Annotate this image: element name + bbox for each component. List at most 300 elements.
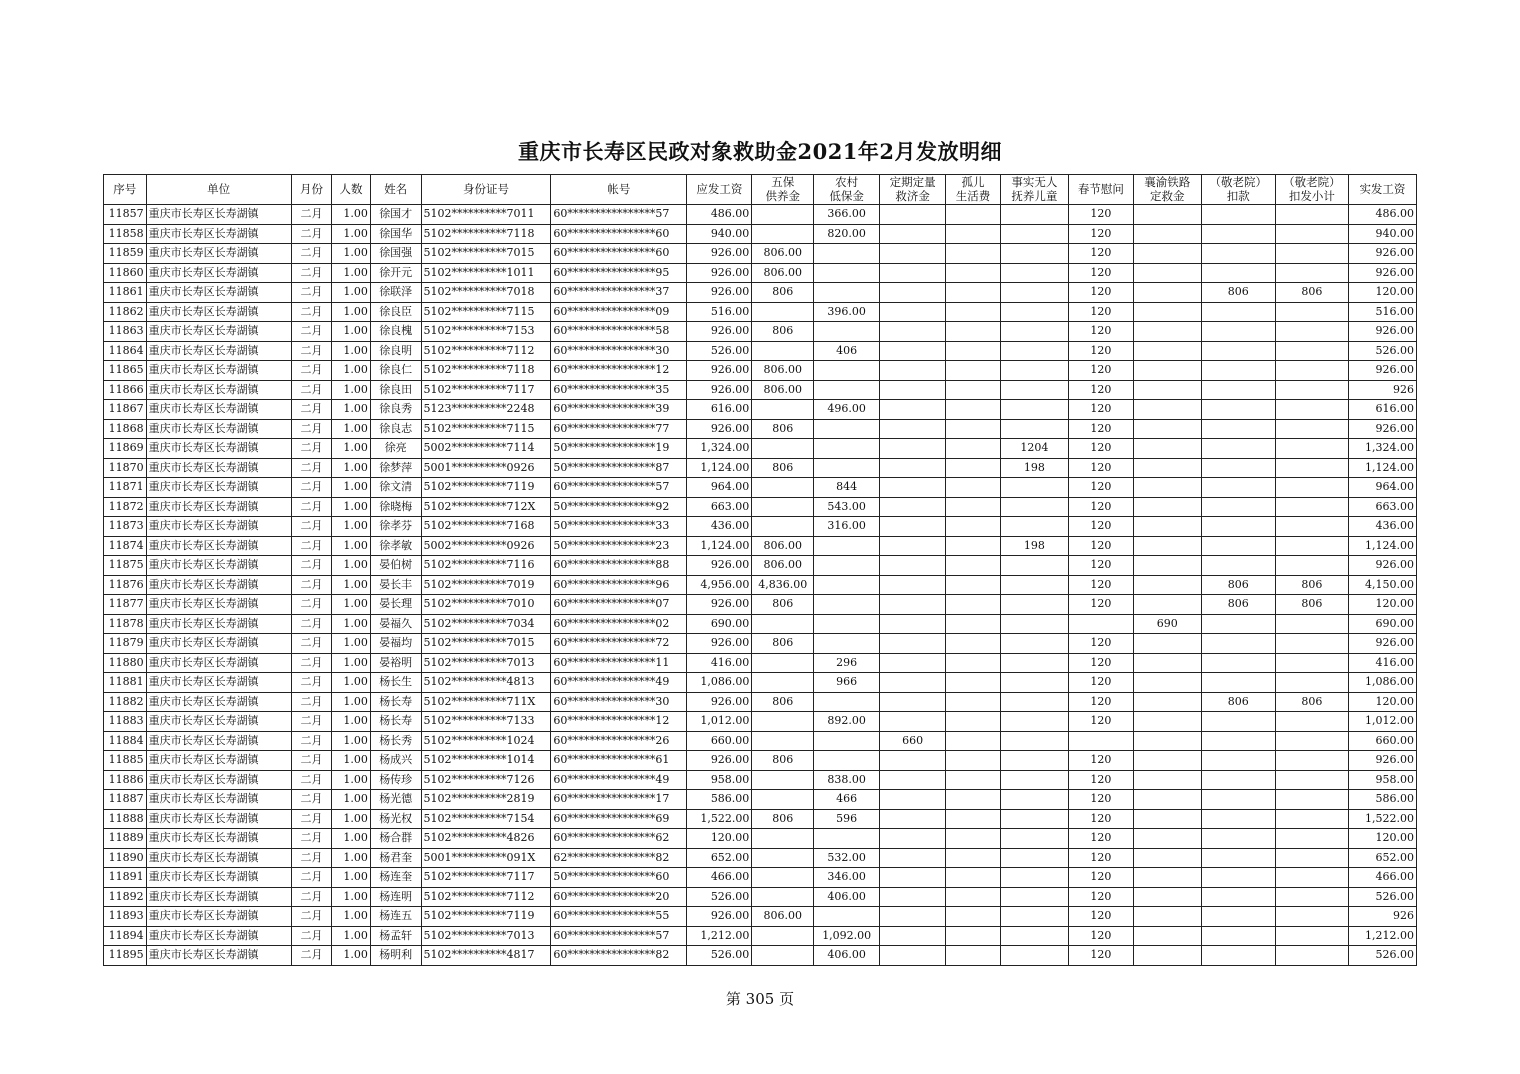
- cell-spring-festival: 120: [1068, 263, 1133, 283]
- table-row: [104, 848, 1417, 868]
- cell-railway-relief: [1133, 673, 1201, 693]
- table-row: [104, 751, 1417, 771]
- cell-nursing-subtotal: [1275, 770, 1348, 790]
- cell-gross-pay: 1,212.00: [687, 926, 752, 946]
- cell-nursing-subtotal: [1275, 829, 1348, 849]
- cell-seq: 11864: [104, 341, 147, 361]
- cell-spring-festival: [1068, 731, 1133, 751]
- cell-name: 徐良槐: [370, 322, 421, 342]
- cell-id-number: 5102**********2819: [421, 790, 551, 810]
- cell-unit: 重庆市长寿区长寿湖镇: [146, 439, 291, 459]
- cell-orphan-living: [946, 361, 1001, 381]
- cell-orphan-living: [946, 380, 1001, 400]
- cell-railway-relief: [1133, 478, 1201, 498]
- cell-railway-relief: [1133, 536, 1201, 556]
- table-row: [104, 517, 1417, 537]
- cell-account: 50****************33: [551, 517, 687, 537]
- table-row: [104, 556, 1417, 576]
- cell-seq: 11863: [104, 322, 147, 342]
- cell-orphan-living: [946, 731, 1001, 751]
- cell-gross-pay: 616.00: [687, 400, 752, 420]
- cell-railway-relief: [1133, 205, 1201, 225]
- cell-spring-festival: 120: [1068, 868, 1133, 888]
- cell-five-guarantee: 806: [752, 692, 814, 712]
- cell-seq: 11871: [104, 478, 147, 498]
- cell-rural-dibao: 892.00: [814, 712, 880, 732]
- cell-orphan-living: [946, 887, 1001, 907]
- cell-fixed-relief: [880, 439, 946, 459]
- cell-nursing-subtotal: [1275, 926, 1348, 946]
- cell-gross-pay: 663.00: [687, 497, 752, 517]
- cell-count: 1.00: [332, 926, 371, 946]
- cell-nursing-deduction: [1201, 809, 1275, 829]
- cell-spring-festival: 120: [1068, 458, 1133, 478]
- cell-id-number: 5102**********7019: [421, 575, 551, 595]
- table-row: [104, 868, 1417, 888]
- cell-unit: 重庆市长寿区长寿湖镇: [146, 790, 291, 810]
- cell-seq: 11884: [104, 731, 147, 751]
- cell-count: 1.00: [332, 907, 371, 927]
- cell-id-number: 5102**********7133: [421, 712, 551, 732]
- cell-fixed-relief: [880, 614, 946, 634]
- cell-count: 1.00: [332, 653, 371, 673]
- cell-five-guarantee: 4,836.00: [752, 575, 814, 595]
- cell-unit: 重庆市长寿区长寿湖镇: [146, 478, 291, 498]
- cell-unit: 重庆市长寿区长寿湖镇: [146, 731, 291, 751]
- cell-count: 1.00: [332, 692, 371, 712]
- cell-count: 1.00: [332, 536, 371, 556]
- cell-month: 二月: [291, 575, 332, 595]
- cell-id-number: 5102**********7112: [421, 887, 551, 907]
- cell-five-guarantee: [752, 712, 814, 732]
- cell-unsupported-child: [1000, 770, 1068, 790]
- cell-orphan-living: [946, 400, 1001, 420]
- cell-five-guarantee: 806: [752, 751, 814, 771]
- cell-railway-relief: [1133, 380, 1201, 400]
- table-row: [104, 322, 1417, 342]
- cell-name: 徐亮: [370, 439, 421, 459]
- cell-fixed-relief: [880, 536, 946, 556]
- cell-name: 徐良田: [370, 380, 421, 400]
- cell-rural-dibao: 1,092.00: [814, 926, 880, 946]
- cell-five-guarantee: [752, 946, 814, 966]
- cell-spring-festival: 120: [1068, 302, 1133, 322]
- cell-five-guarantee: [752, 517, 814, 537]
- cell-rural-dibao: [814, 829, 880, 849]
- cell-orphan-living: [946, 205, 1001, 225]
- cell-fixed-relief: [880, 595, 946, 615]
- cell-month: 二月: [291, 263, 332, 283]
- cell-five-guarantee: [752, 790, 814, 810]
- cell-nursing-subtotal: [1275, 887, 1348, 907]
- cell-nursing-subtotal: [1275, 400, 1348, 420]
- table-row: [104, 595, 1417, 615]
- cell-account: 50****************19: [551, 439, 687, 459]
- cell-nursing-subtotal: [1275, 751, 1348, 771]
- cell-count: 1.00: [332, 341, 371, 361]
- cell-seq: 11870: [104, 458, 147, 478]
- cell-month: 二月: [291, 419, 332, 439]
- cell-nursing-deduction: [1201, 361, 1275, 381]
- cell-net-pay: 516.00: [1348, 302, 1416, 322]
- cell-nursing-deduction: [1201, 887, 1275, 907]
- cell-unsupported-child: [1000, 887, 1068, 907]
- cell-count: 1.00: [332, 244, 371, 264]
- cell-name: 徐孝芬: [370, 517, 421, 537]
- cell-id-number: 5102**********4826: [421, 829, 551, 849]
- cell-five-guarantee: 806.00: [752, 556, 814, 576]
- header-seq: 序号: [104, 175, 147, 205]
- cell-nursing-subtotal: [1275, 478, 1348, 498]
- cell-name: 杨成兴: [370, 751, 421, 771]
- cell-unit: 重庆市长寿区长寿湖镇: [146, 868, 291, 888]
- cell-name: 徐良志: [370, 419, 421, 439]
- cell-net-pay: 926.00: [1348, 556, 1416, 576]
- cell-seq: 11861: [104, 283, 147, 303]
- cell-count: 1.00: [332, 770, 371, 790]
- cell-gross-pay: 516.00: [687, 302, 752, 322]
- cell-nursing-subtotal: [1275, 244, 1348, 264]
- cell-spring-festival: 120: [1068, 829, 1133, 849]
- cell-orphan-living: [946, 341, 1001, 361]
- cell-spring-festival: 120: [1068, 361, 1133, 381]
- cell-unsupported-child: [1000, 653, 1068, 673]
- cell-net-pay: 940.00: [1348, 224, 1416, 244]
- cell-rural-dibao: [814, 380, 880, 400]
- cell-railway-relief: [1133, 595, 1201, 615]
- cell-rural-dibao: [814, 907, 880, 927]
- cell-name: 徐孝敏: [370, 536, 421, 556]
- cell-railway-relief: [1133, 263, 1201, 283]
- cell-net-pay: 926.00: [1348, 751, 1416, 771]
- cell-unsupported-child: [1000, 478, 1068, 498]
- cell-month: 二月: [291, 770, 332, 790]
- cell-gross-pay: 1,086.00: [687, 673, 752, 693]
- cell-month: 二月: [291, 634, 332, 654]
- cell-nursing-subtotal: [1275, 731, 1348, 751]
- cell-unsupported-child: [1000, 380, 1068, 400]
- cell-gross-pay: 926.00: [687, 595, 752, 615]
- cell-id-number: 5102**********711X: [421, 692, 551, 712]
- cell-orphan-living: [946, 653, 1001, 673]
- cell-nursing-deduction: 806: [1201, 575, 1275, 595]
- cell-orphan-living: [946, 868, 1001, 888]
- cell-fixed-relief: [880, 946, 946, 966]
- cell-id-number: 5102**********7117: [421, 380, 551, 400]
- cell-account: 60****************02: [551, 614, 687, 634]
- cell-spring-festival: 120: [1068, 809, 1133, 829]
- cell-nursing-deduction: [1201, 673, 1275, 693]
- cell-nursing-subtotal: [1275, 848, 1348, 868]
- cell-orphan-living: [946, 673, 1001, 693]
- cell-five-guarantee: [752, 829, 814, 849]
- cell-count: 1.00: [332, 400, 371, 420]
- cell-rural-dibao: 406.00: [814, 946, 880, 966]
- cell-five-guarantee: [752, 205, 814, 225]
- cell-name: 杨长秀: [370, 731, 421, 751]
- cell-orphan-living: [946, 946, 1001, 966]
- cell-spring-festival: 120: [1068, 439, 1133, 459]
- cell-fixed-relief: [880, 653, 946, 673]
- cell-month: 二月: [291, 946, 332, 966]
- cell-unit: 重庆市长寿区长寿湖镇: [146, 809, 291, 829]
- cell-unit: 重庆市长寿区长寿湖镇: [146, 458, 291, 478]
- cell-rural-dibao: 466: [814, 790, 880, 810]
- cell-rural-dibao: 346.00: [814, 868, 880, 888]
- cell-name: 杨光权: [370, 809, 421, 829]
- cell-net-pay: 926.00: [1348, 419, 1416, 439]
- cell-gross-pay: 466.00: [687, 868, 752, 888]
- header-name: 姓名: [370, 175, 421, 205]
- cell-id-number: 5102**********1014: [421, 751, 551, 771]
- cell-gross-pay: 926.00: [687, 361, 752, 381]
- cell-seq: 11873: [104, 517, 147, 537]
- cell-seq: 11894: [104, 926, 147, 946]
- cell-unsupported-child: [1000, 283, 1068, 303]
- cell-nursing-subtotal: [1275, 458, 1348, 478]
- cell-name: 杨孟轩: [370, 926, 421, 946]
- cell-unsupported-child: [1000, 848, 1068, 868]
- cell-spring-festival: 120: [1068, 283, 1133, 303]
- cell-unit: 重庆市长寿区长寿湖镇: [146, 517, 291, 537]
- cell-unsupported-child: [1000, 419, 1068, 439]
- cell-spring-festival: 120: [1068, 595, 1133, 615]
- cell-orphan-living: [946, 224, 1001, 244]
- cell-nursing-subtotal: 806: [1275, 283, 1348, 303]
- cell-seq: 11885: [104, 751, 147, 771]
- cell-rural-dibao: [814, 556, 880, 576]
- cell-fixed-relief: [880, 517, 946, 537]
- cell-unsupported-child: [1000, 751, 1068, 771]
- cell-count: 1.00: [332, 224, 371, 244]
- cell-account: 60****************26: [551, 731, 687, 751]
- cell-gross-pay: 120.00: [687, 829, 752, 849]
- cell-orphan-living: [946, 770, 1001, 790]
- cell-nursing-subtotal: [1275, 224, 1348, 244]
- cell-unit: 重庆市长寿区长寿湖镇: [146, 848, 291, 868]
- cell-nursing-deduction: [1201, 946, 1275, 966]
- cell-name: 杨合群: [370, 829, 421, 849]
- cell-orphan-living: [946, 322, 1001, 342]
- cell-rural-dibao: [814, 439, 880, 459]
- table-row: [104, 497, 1417, 517]
- cell-fixed-relief: [880, 322, 946, 342]
- cell-seq: 11886: [104, 770, 147, 790]
- cell-month: 二月: [291, 926, 332, 946]
- cell-unsupported-child: [1000, 926, 1068, 946]
- cell-month: 二月: [291, 868, 332, 888]
- cell-seq: 11881: [104, 673, 147, 693]
- cell-orphan-living: [946, 907, 1001, 927]
- cell-id-number: 5001**********091X: [421, 848, 551, 868]
- cell-spring-festival: 120: [1068, 419, 1133, 439]
- cell-nursing-subtotal: [1275, 673, 1348, 693]
- cell-month: 二月: [291, 302, 332, 322]
- cell-fixed-relief: [880, 380, 946, 400]
- header-orphan-living: 孤儿 生活费: [946, 175, 1001, 205]
- cell-orphan-living: [946, 614, 1001, 634]
- cell-seq: 11878: [104, 614, 147, 634]
- cell-net-pay: 663.00: [1348, 497, 1416, 517]
- cell-orphan-living: [946, 497, 1001, 517]
- cell-name: 徐良秀: [370, 400, 421, 420]
- cell-id-number: 5102**********7118: [421, 361, 551, 381]
- cell-net-pay: 1,324.00: [1348, 439, 1416, 459]
- cell-five-guarantee: 806: [752, 458, 814, 478]
- cell-nursing-deduction: [1201, 341, 1275, 361]
- cell-nursing-deduction: [1201, 302, 1275, 322]
- cell-nursing-subtotal: [1275, 302, 1348, 322]
- cell-gross-pay: 958.00: [687, 770, 752, 790]
- cell-orphan-living: [946, 790, 1001, 810]
- cell-name: 杨光德: [370, 790, 421, 810]
- cell-unit: 重庆市长寿区长寿湖镇: [146, 244, 291, 264]
- cell-unsupported-child: [1000, 946, 1068, 966]
- cell-seq: 11877: [104, 595, 147, 615]
- cell-name: 杨长寿: [370, 692, 421, 712]
- table-row: [104, 790, 1417, 810]
- table-row: [104, 829, 1417, 849]
- cell-seq: 11865: [104, 361, 147, 381]
- cell-railway-relief: [1133, 829, 1201, 849]
- cell-rural-dibao: [814, 244, 880, 264]
- cell-orphan-living: [946, 517, 1001, 537]
- cell-gross-pay: 926.00: [687, 692, 752, 712]
- cell-count: 1.00: [332, 283, 371, 303]
- cell-five-guarantee: [752, 497, 814, 517]
- cell-railway-relief: [1133, 731, 1201, 751]
- cell-nursing-deduction: 806: [1201, 692, 1275, 712]
- cell-gross-pay: 1,124.00: [687, 458, 752, 478]
- page-title: 重庆市长寿区民政对象救助金2021年2月发放明细: [517, 139, 1003, 164]
- cell-railway-relief: [1133, 887, 1201, 907]
- cell-id-number: 5102**********7010: [421, 595, 551, 615]
- header-railway-relief: 襄渝铁路 定救金: [1133, 175, 1201, 205]
- table-row: [104, 283, 1417, 303]
- cell-unsupported-child: [1000, 497, 1068, 517]
- table-row: [104, 907, 1417, 927]
- cell-id-number: 5002**********0926: [421, 536, 551, 556]
- cell-unsupported-child: [1000, 224, 1068, 244]
- cell-id-number: 5102**********712X: [421, 497, 551, 517]
- cell-nursing-deduction: [1201, 322, 1275, 342]
- table-row: [104, 731, 1417, 751]
- cell-nursing-deduction: [1201, 712, 1275, 732]
- cell-orphan-living: [946, 809, 1001, 829]
- cell-nursing-deduction: [1201, 497, 1275, 517]
- cell-id-number: 5102**********1024: [421, 731, 551, 751]
- cell-id-number: 5102**********7116: [421, 556, 551, 576]
- cell-month: 二月: [291, 595, 332, 615]
- cell-nursing-subtotal: [1275, 946, 1348, 966]
- cell-count: 1.00: [332, 478, 371, 498]
- cell-nursing-subtotal: [1275, 556, 1348, 576]
- cell-net-pay: 926.00: [1348, 634, 1416, 654]
- cell-gross-pay: 652.00: [687, 848, 752, 868]
- cell-nursing-deduction: [1201, 400, 1275, 420]
- cell-unsupported-child: [1000, 868, 1068, 888]
- cell-account: 60****************58: [551, 322, 687, 342]
- cell-nursing-deduction: [1201, 868, 1275, 888]
- cell-account: 60****************60: [551, 244, 687, 264]
- cell-seq: 11872: [104, 497, 147, 517]
- cell-id-number: 5123**********2248: [421, 400, 551, 420]
- cell-nursing-deduction: [1201, 536, 1275, 556]
- cell-name: 杨明利: [370, 946, 421, 966]
- cell-unsupported-child: [1000, 575, 1068, 595]
- cell-unsupported-child: [1000, 809, 1068, 829]
- table-row: [104, 205, 1417, 225]
- cell-fixed-relief: [880, 809, 946, 829]
- cell-railway-relief: 690: [1133, 614, 1201, 634]
- cell-spring-festival: 120: [1068, 673, 1133, 693]
- cell-month: 二月: [291, 322, 332, 342]
- cell-unsupported-child: 1204: [1000, 439, 1068, 459]
- cell-spring-festival: 120: [1068, 926, 1133, 946]
- cell-nursing-deduction: [1201, 634, 1275, 654]
- cell-month: 二月: [291, 829, 332, 849]
- cell-spring-festival: 120: [1068, 205, 1133, 225]
- cell-gross-pay: 926.00: [687, 283, 752, 303]
- cell-net-pay: 1,212.00: [1348, 926, 1416, 946]
- cell-seq: 11857: [104, 205, 147, 225]
- cell-seq: 11860: [104, 263, 147, 283]
- cell-account: 60****************09: [551, 302, 687, 322]
- cell-nursing-deduction: [1201, 224, 1275, 244]
- cell-rural-dibao: [814, 634, 880, 654]
- cell-nursing-subtotal: [1275, 263, 1348, 283]
- cell-five-guarantee: 806.00: [752, 536, 814, 556]
- cell-seq: 11893: [104, 907, 147, 927]
- cell-month: 二月: [291, 478, 332, 498]
- cell-gross-pay: 926.00: [687, 322, 752, 342]
- cell-unit: 重庆市长寿区长寿湖镇: [146, 907, 291, 927]
- cell-orphan-living: [946, 848, 1001, 868]
- cell-railway-relief: [1133, 244, 1201, 264]
- cell-gross-pay: 526.00: [687, 887, 752, 907]
- cell-month: 二月: [291, 731, 332, 751]
- header-month: 月份: [291, 175, 332, 205]
- cell-orphan-living: [946, 575, 1001, 595]
- table-row: [104, 770, 1417, 790]
- table-row: [104, 419, 1417, 439]
- cell-orphan-living: [946, 751, 1001, 771]
- cell-fixed-relief: [880, 926, 946, 946]
- cell-railway-relief: [1133, 770, 1201, 790]
- cell-net-pay: 416.00: [1348, 653, 1416, 673]
- cell-seq: 11862: [104, 302, 147, 322]
- cell-seq: 11887: [104, 790, 147, 810]
- cell-unsupported-child: [1000, 790, 1068, 810]
- cell-id-number: 5102**********7119: [421, 907, 551, 927]
- cell-rural-dibao: [814, 361, 880, 381]
- cell-railway-relief: [1133, 653, 1201, 673]
- cell-seq: 11859: [104, 244, 147, 264]
- cell-railway-relief: [1133, 556, 1201, 576]
- cell-gross-pay: 1,124.00: [687, 536, 752, 556]
- cell-unsupported-child: [1000, 263, 1068, 283]
- cell-name: 杨君奎: [370, 848, 421, 868]
- cell-nursing-subtotal: [1275, 868, 1348, 888]
- header-nursing-subtotal: （敬老院） 扣发小计: [1275, 175, 1348, 205]
- cell-rural-dibao: [814, 614, 880, 634]
- cell-rural-dibao: [814, 575, 880, 595]
- cell-unsupported-child: [1000, 731, 1068, 751]
- cell-name: 徐良臣: [370, 302, 421, 322]
- cell-fixed-relief: [880, 205, 946, 225]
- cell-account: 60****************96: [551, 575, 687, 595]
- table-row: [104, 536, 1417, 556]
